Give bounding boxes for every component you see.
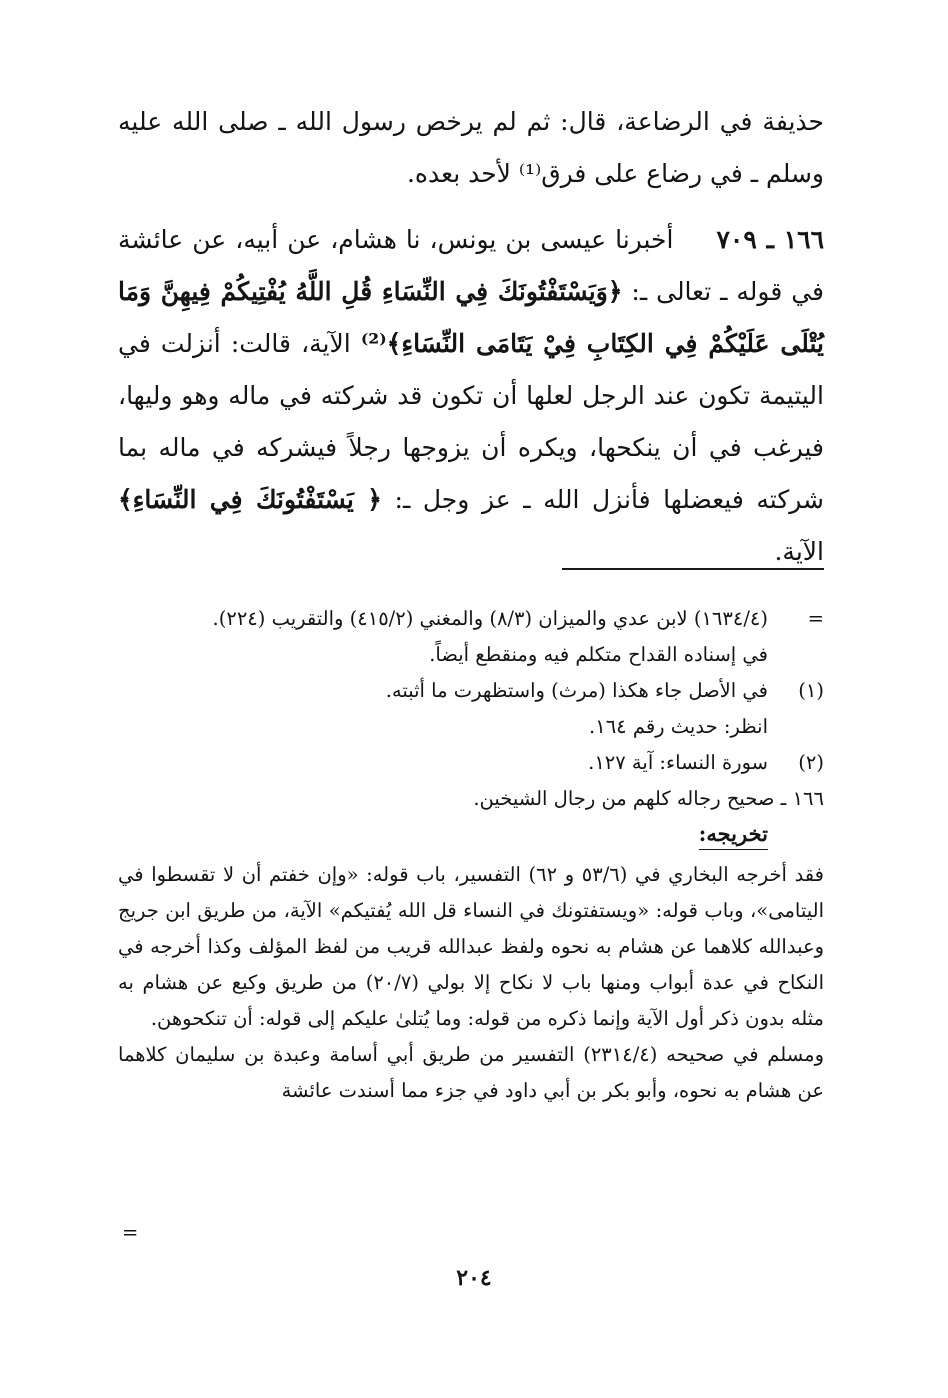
quran-verse-1: ﴿وَيَسْتَفْتُونَكَ فِي النِّسَاءِ قُلِ اللَّهُ يُفْتِيكُمْ فِيهِنَّ وَمَا يُتْلَى عَلَيْكُمْ فِي الكِتَابِ فِيْ يَتَامَى النِّسَاءِ﴾⁽²⁾ (118, 277, 824, 358)
hadith-number: ١٦٦ ـ ٧٠٩ (716, 225, 825, 254)
footnote-continuation-text: (١٦٣٤/٤) لابن عدي والميزان (٨/٣) والمغني (٤١٥/٢) والتقريب (٢٢٤). (212, 607, 768, 630)
takhrij-heading: تخريجه: (699, 819, 768, 850)
hadith-text-b: الآية، قالت: أنزلت في اليتيمة تكون عند الرجل لعلها أن تكون قد شركته في ماله وهو وليها، فيرغب في أن ينكحها، ويكره أن يزوجها رجلاً فيشركه في ماله بما شركته فيعضلها فأنزل الله ـ عز وجل ـ: (118, 329, 824, 514)
paragraph-continuation: حذيفة في الرضاعة، قال: ثم لم يرخص رسول الله ـ صلى الله عليه وسلم ـ في رضاع على فرق⁽¹⁾ لأحد بعده. (118, 107, 824, 188)
footnote-1-text: في الأصل جاء هكذا (مرث) واستظهرت ما أثبته. (385, 679, 768, 702)
main-text (118, 96, 824, 578)
footnotes (118, 601, 824, 1109)
hadith-paragraph (118, 214, 824, 578)
footnote-1 (118, 673, 824, 745)
footnote-continuation (118, 601, 824, 637)
takhrij-text (118, 857, 824, 1109)
hadith-text-a: أخبرنا عيسى بن يونس، نا هشام، عن أبيه، عن عائشة في قوله ـ تعالى ـ: (118, 225, 825, 306)
footnote-2 (118, 745, 824, 781)
footnote-separator (562, 568, 824, 570)
footnote-continuation-text-2: في إسناده القداح متكلم فيه ومنقطع أيضاً. (429, 643, 768, 666)
quran-verse-2: ﴿ يَسْتَفْتُونَكَ فِي النِّسَاءِ﴾ (118, 485, 382, 514)
takhrij-paragraph-1: فقد أخرجه البخاري في (٥٣/٦ و ٦٢) التفسير، باب قوله: «وإن خفتم أن لا تقسطوا في اليتامى»، وباب قوله: «ويستفتونك في النساء قل الله يُفتيكم» الآية، من طريق ابن جريج وعبدالله كلاهما عن هشام به نحوه ولفظ عبدالله قريب من لفظ المؤلف وكذا أخرجه في النكاح في عدة أبواب ومنها باب لا نكاح إلا بولي (٢٠/٧) من طريق وكيع عن هشام به مثله بدون ذكر أول الآية وإنما ذكره من قوله: وما يُتلىٰ عليكم إلى قوله: أن تنكحوهن. (118, 863, 824, 1030)
footnote-2-text: سورة النساء: آية ١٢٧. (588, 751, 768, 774)
continuation-marker: = (807, 607, 824, 630)
hadith-text-c: الآية. (774, 537, 824, 566)
continued-marker: = (122, 1221, 139, 1244)
takhrij-paragraph-2: ومسلم في صحيحه (٢٣١٤/٤) التفسير من طريق أبي أسامة وعبدة بن سليمان كلاهما عن هشام به نحوه، وأبو بكر بن أبي داود في جزء مما أسندت عائشة (118, 1043, 824, 1102)
footnote-2-marker: (٢) (798, 751, 824, 774)
page-number: ٢٠٤ (456, 1265, 492, 1291)
footnote-1-text-2: انظر: حديث رقم ١٦٤. (589, 715, 768, 738)
footnote-1-marker: (١) (798, 679, 824, 702)
footnote-166: ١٦٦ ـ صحيح رجاله كلهم من رجال الشيخين. (473, 787, 824, 810)
